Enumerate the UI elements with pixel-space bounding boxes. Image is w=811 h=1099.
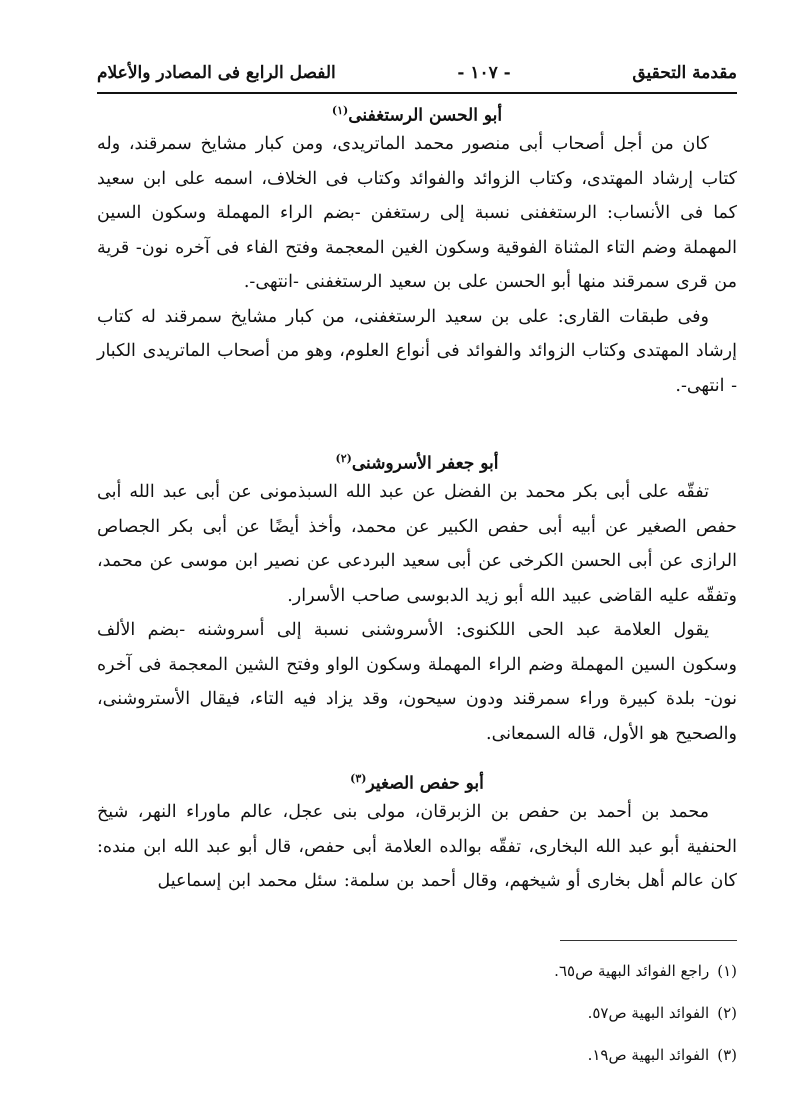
paragraph: تفقّه على أبى بكر محمد بن الفضل عن عبد الله السبذمونى عن أبى عبد الله أبى حفص الصغير عن أبيه أبى حفص الكبير عن محمد، وأخذ أيضًا عن أبى بكر الجصاص الرازى عن أبى الحسن الكرخى عن أبى سعيد البردعى عن نصير ابن موسى عن محمد، وتفقّه عليه القاضى عبيد الله أبو زيد الدبوسى صاحب الأسرار.	[97, 482, 737, 606]
footnote-number: (٣)	[717, 1046, 737, 1064]
section-abu-hafs-saghir	[97, 763, 737, 899]
section-heading: أبو الحسن الرستغفنى$^{(١)}$	[331, 104, 503, 126]
paragraph: وفى طبقات القارى: على بن سعيد الرستغفنى، من كبار مشايخ سمرقند له كتاب إرشاد المهتدى وكتاب الزوائد والفوائد فى أنواع العلوم، وهو من أصحاب الماتريدى الكبار - انتهى-.	[97, 306, 737, 396]
footnote-marker: (١)	[331, 104, 349, 117]
footnote-marker: (٣)	[350, 772, 367, 785]
header-rule	[97, 92, 737, 94]
section-heading: أبو حفص الصغير$^{(٣)}$	[350, 772, 484, 794]
section-asrushani	[97, 443, 737, 751]
paragraph: يقول العلامة عبد الحى اللكنوى: الأسروشنى نسبة إلى أسروشنه -بضم الألف وسكون السين المهملة وضم الراء المهملة وسكون الواو وفتح الشين المعجمة فى آخره نون- بلدة كبيرة وراء سمرقند ودون سيحون، وقد يزاد فيه التاء، فيقال الأستروشنى، والصحيح هو الأول، قاله السمعانى.	[97, 620, 737, 744]
section-heading: أبو جعفر الأسروشنى$^{(٢)}$	[335, 452, 499, 474]
page-number: - ١٠٧ -	[457, 63, 511, 83]
footnote-text: راجع الفوائد البهية ص٦٥.	[554, 962, 710, 980]
section-rustughfani	[97, 95, 737, 403]
footnote	[337, 997, 737, 1039]
paragraph: محمد بن أحمد بن حفص بن الزبرقان، مولى بنى عجل، عالم ماوراء النهر، شيخ الحنفية أبو عبد الله البخارى، تفقّه بوالده العلامة أبى حفص، قال أبو عبد الله ابن منده: كان عالم أهل بخارى أو شيخهم، وقال أحمد بن سلمة: سئل محمد ابن إسماعيل	[97, 802, 737, 891]
paragraph: كان من أجل أصحاب أبى منصور محمد الماتريدى، ومن كبار مشايخ سمرقند، وله كتاب إرشاد المهتدى، وكتاب الزوائد والفوائد وكتاب فى الخلاف، اسمه على ابن سعيد كما فى الأنساب: الرستغفنى نسبة إلى رستغفن -بضم الراء المهملة وسكون السين المهملة وضم التاء المثناة الفوقية وسكون الغين المعجمة وفتح الفاء فى آخره نون- قرية من قرى سمرقند منها أبو الحسن على بن سعيد الرستغفنى -انتهى-.	[97, 134, 737, 292]
footnote	[337, 1039, 737, 1081]
header-section-title: مقدمة التحقيق	[632, 63, 737, 83]
footnote-separator	[560, 940, 737, 941]
header-chapter-title: الفصل الرابع فى المصادر والأعلام	[97, 63, 336, 83]
footnotes	[337, 955, 737, 1081]
footnote-text: الفوائد البهية ص١٩.	[587, 1046, 710, 1064]
footnote	[337, 955, 737, 997]
footnote-text: الفوائد البهية ص٥٧.	[587, 1004, 710, 1022]
footnote-marker: (٢)	[335, 452, 352, 465]
running-header	[97, 58, 737, 88]
footnote-number: (١)	[717, 962, 737, 980]
footnote-number: (٢)	[717, 1004, 737, 1022]
